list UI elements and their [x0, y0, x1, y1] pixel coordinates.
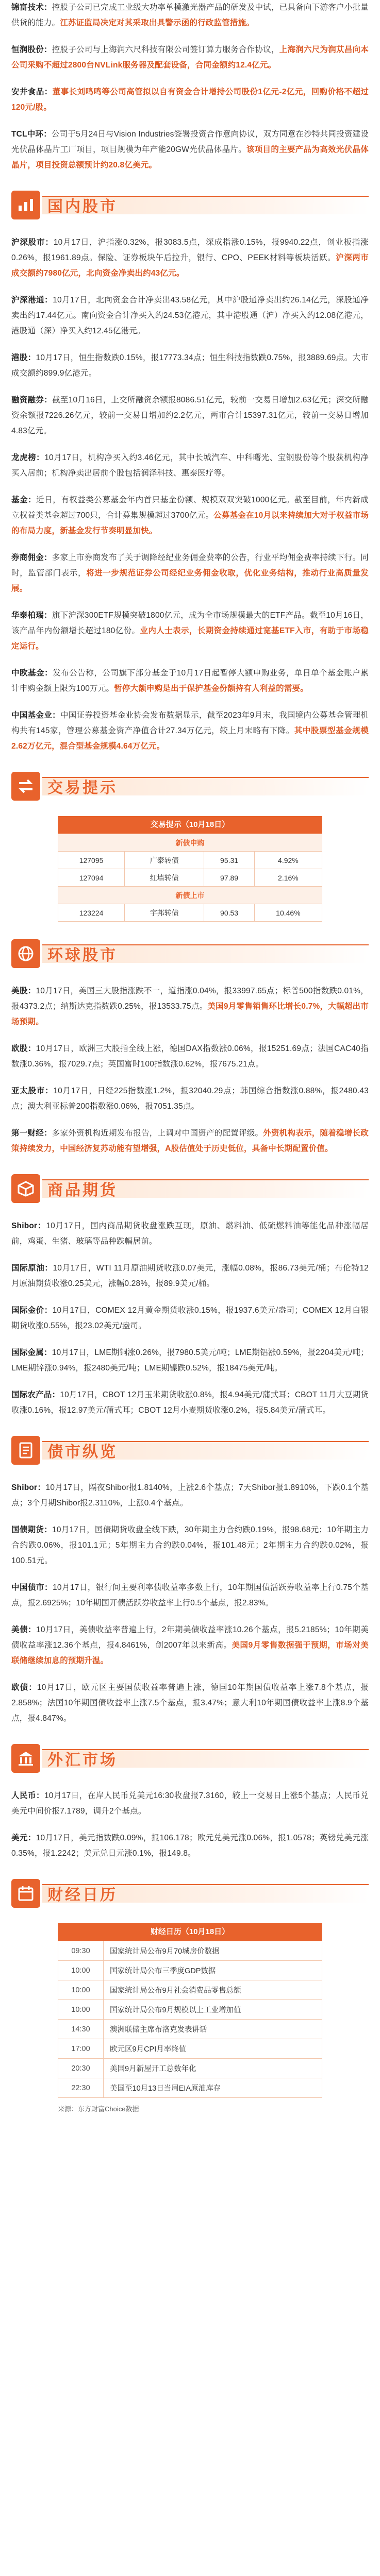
calendar-table-title: 财经日历（10月18日） [58, 1923, 322, 1941]
calendar-table [58, 1941, 322, 2098]
news-paragraph [11, 1041, 369, 1072]
calendar-time: 14:30 [58, 2020, 104, 2039]
section-header-commodity [11, 1172, 369, 1205]
news-lead: 中国债市： [11, 1583, 53, 1592]
news-lead: 国际农产品： [11, 1391, 60, 1399]
news-paragraph [11, 1083, 369, 1114]
news-paragraph [11, 84, 369, 115]
news-lead: 欧股： [11, 1044, 36, 1053]
news-text: 多家上市券商发布了关于调降经纪业务佣金费率的公告，行业平均佣金费率持续下行。同时，监管部门表示， [11, 553, 369, 578]
news-lead: Shibor： [11, 1222, 46, 1230]
table-group-row [58, 834, 322, 852]
table-row [58, 904, 322, 922]
calendar-event: 国家统计局公布9月规模以上工业增加值 [104, 2000, 322, 2020]
news-lead: 华泰柏瑞： [11, 611, 52, 620]
news-highlight: 上海润六尺为润苁昌向本公司采购不超过2800台NVLink服务器及配套设备，合同金额约12.4亿元。 [11, 45, 369, 70]
globe-icon [11, 939, 40, 968]
news-text: 多家外资机构近期发布报告，上调对中国资产的配置评级。 [52, 1129, 263, 1138]
news-lead: 中欧基金： [11, 669, 53, 677]
news-text: 10月17日，国内商品期货收盘涨跌互现，原油、燃料油、低硫燃料油等能化品种涨幅居前，鸡蛋、生猪、玻璃等品种跌幅居前。 [11, 1222, 369, 1246]
news-highlight: 江苏证监局决定对其采取出具警示函的行政监管措施。 [60, 19, 255, 27]
news-paragraph [11, 450, 369, 481]
calendar-icon [11, 1879, 40, 1908]
news-text: 10月17日，恒生指数跌0.15%，报17773.34点；恒生科技指数跌0.75%，报3889.69点。大市成交额约899.9亿港元。 [11, 353, 369, 378]
intro-news [11, 0, 369, 173]
news-paragraph [11, 1345, 369, 1376]
swap-arrows-icon [11, 772, 40, 801]
section-header-forex [11, 1742, 369, 1775]
news-paragraph [11, 708, 369, 754]
calendar-row [58, 2000, 322, 2020]
news-text: 控股子公司与上海润六尺科技有限公司签订算力服务合作协议， [52, 45, 279, 54]
calendar-time: 09:30 [58, 1941, 104, 1961]
news-highlight: 董事长刘鸣鸣等公司高管拟以自有资金合计增持公司股份1亿元-2亿元，回购价格不超过120元/股。 [11, 88, 369, 112]
news-text: 10月17日，LME期铜涨0.26%，报7980.5美元/吨；LME期铝涨0.59%，报2204美元/吨；LME期锌涨0.94%，报2480美元/吨；LME期镍跌0.52%，报18475美元/吨。 [11, 1348, 369, 1372]
table-cell: 广泰转债 [125, 852, 204, 869]
news-paragraph [11, 293, 369, 339]
news-lead: 安井食品： [11, 88, 53, 96]
calendar-row [58, 2039, 322, 2059]
calendar-event: 美国至10月13日当周EIA原油库存 [104, 2078, 322, 2098]
news-text: 10月17日，COMEX 12月黄金期货收涨0.15%，报1937.6美元/盎司；COMEX 12月白银期货收涨0.55%，报23.02美元/盎司。 [11, 1306, 369, 1330]
news-lead: 人民币： [11, 1791, 44, 1800]
table-group-row [58, 887, 322, 904]
news-lead: 券商佣金： [11, 553, 52, 562]
news-highlight: 公募基金在10月以来持续加大对于权益市场的布局力度，新基金发行节奏明显加快。 [11, 511, 369, 535]
box-icon [11, 1174, 40, 1203]
calendar-event: 国家统计局公布9月社会消费品零售总额 [104, 1980, 322, 2000]
news-paragraph [11, 1218, 369, 1249]
news-paragraph [11, 1261, 369, 1292]
news-text: 10月17日，CBOT 12月玉米期货收涨0.8%，报4.94美元/蒲式耳；CBOT 11月大豆期货收涨0.16%，报12.97美元/蒲式耳；CBOT 12月小麦期货收涨0.2%，报5.84美元/蒲式耳。 [11, 1391, 369, 1415]
news-lead: TCL中环： [11, 130, 52, 139]
news-paragraph [11, 1522, 369, 1569]
news-paragraph [11, 550, 369, 597]
section-title: 商品期货 [47, 1182, 118, 1199]
news-paragraph [11, 235, 369, 281]
news-text: 截至10月16日，上交所融资余额报8086.51亿元，较前一交易日增加2.63亿元；深交所融资余额报7226.26亿元，较前一交易日增加约2.2亿元，两市合计15397.31亿元，较前一交易日增加4.83亿元。 [11, 396, 369, 435]
forex-news [11, 1788, 369, 1861]
calendar-time: 10:00 [58, 1980, 104, 2000]
news-highlight: 业内人士表示，长期资金持续通过宽基ETF入市，有助于市场稳定运行。 [11, 626, 369, 651]
news-text: 10月17日，美元指数跌0.09%，报106.178；欧元兑美元涨0.06%，报1.0578；英镑兑美元涨0.35%，报1.2242；美元兑日元涨0.1%，报149.8。 [11, 1834, 369, 1858]
news-text: 10月17日，美债收益率普遍上行，2年期美债收益率涨10.26个基点，报5.2185%；10年期美债收益率涨12.36个基点，报4.8461%，创2007年以来新高。 [11, 1625, 369, 1650]
calendar-row [58, 1961, 322, 1980]
news-lead: 国际金属： [11, 1348, 52, 1357]
news-text: 公司于5月24日与Vision Industries签署投资合作意向协议，双方同意在沙特共同投资建设光伏晶体晶片工厂项目，项目规模为年产能20GW光伏晶体晶片。 [11, 130, 369, 154]
news-lead: 美元： [11, 1834, 36, 1842]
news-paragraph [11, 1387, 369, 1418]
section-title: 交易提示 [47, 779, 118, 796]
commodity-news [11, 1218, 369, 1418]
news-text: 10月17日，欧元区主要国债收益率普遍上涨，德国10年期国债收益率上涨7.8个基点，报2.858%；法国10年期国债收益率上涨7.5个基点，报3.47%；意大利10年期国债收益率上涨8.9个基点，报4.847%。 [11, 1683, 369, 1723]
news-text: 10月17日，在岸人民币兑美元16:30收盘报7.3160，较上一交易日上涨5个基点；人民币兑美元中间价报7.1789，调升2个基点。 [11, 1791, 369, 1816]
news-paragraph [11, 127, 369, 173]
news-highlight: 外资机构表示，随着稳增长政策持续发力，中国经济复苏动能有望增强，A股估值处于历史低位，具备中长期配置价值。 [11, 1129, 369, 1153]
news-text: 10月17日，隔夜Shibor报1.8140%，上涨2.6个基点；7天Shibor报1.8910%，下跌0.1个基点；3个月期Shibor报2.3110%，上涨0.4个基点。 [11, 1483, 369, 1507]
section-header-trading [11, 770, 369, 803]
news-lead: 国际金价： [11, 1306, 53, 1315]
news-text: 旗下沪深300ETF规模突破1800亿元，成为全市场规模最大的ETF产品。截至10月16日，该产品年内份额增长超过180亿份。 [11, 611, 369, 635]
news-paragraph [11, 0, 369, 31]
news-text: 10月17日，国债期货收盘全线下跌，30年期主力合约跌0.19%，报98.68元；10年期主力合约跌0.06%，报101.1元；5年期主力合约跌0.04%，报101.48元；2年期主力合约跌0.02%，报100.51元。 [11, 1526, 369, 1565]
news-text: 中国证券投资基金业协会发布数据显示，截至2023年9月末，我国境内公募基金管理机构共有145家，管理公募基金资产净值合计27.34万亿元，较上月末略有下降。 [11, 711, 369, 735]
table-cell: 红墙转债 [125, 869, 204, 887]
news-highlight: 暂停大额申购是出于保护基金份额持有人利益的需要。 [114, 684, 308, 693]
calendar-event: 澳洲联储主席布洛克发表讲话 [104, 2020, 322, 2039]
news-lead: 欧债： [11, 1683, 37, 1692]
table-cell: 123224 [58, 904, 125, 922]
news-lead: 融资融券： [11, 396, 53, 404]
global-news [11, 984, 369, 1157]
news-text: 10月17日，日经225指数涨1.2%，报32040.29点；韩国综合指数涨0.88%，报2480.43点；澳大利亚标普200指数涨0.06%，报7051.35点。 [11, 1087, 369, 1111]
news-paragraph [11, 350, 369, 381]
news-lead: 第一财经： [11, 1129, 52, 1138]
news-lead: 中国基金业： [11, 711, 60, 720]
news-lead: 美股： [11, 987, 36, 995]
news-highlight: 美国9月零售销售环比增长0.7%，大幅超出市场预期。 [11, 1002, 369, 1026]
news-text: 10月17日，美国三大股指涨跌不一，道指涨0.04%，报33997.65点；标普500指数跌0.01%，报4373.2点；纳斯达克指数跌0.25%，报13533.75点。 [11, 987, 369, 1011]
news-highlight: 该项目的主要产品为高效光伏晶体晶片，项目投资总额预计约20.8亿美元。 [11, 145, 369, 170]
news-text: 发布公告称，公司旗下部分基金于10月17日起暂停大额申购业务，单日单个基金账户累计申购金额上限为100万元。 [11, 669, 369, 693]
bond-news [11, 1480, 369, 1726]
table-cell: 10.46% [254, 904, 322, 922]
news-paragraph [11, 1480, 369, 1511]
calendar-row [58, 2020, 322, 2039]
news-highlight: 美国9月零售数据强于预期，市场对美联储继续加息的预期升温。 [11, 1641, 369, 1665]
news-text: 控股子公司已完成工业级大功率单模激光器产品的研发及中试，已具备向下游客户小批量供货的能力。 [11, 3, 369, 27]
news-lead: 沪深股市： [11, 238, 54, 247]
news-text: 10月17日，北向资金合计净卖出43.58亿元，其中沪股通净卖出约26.14亿元，深股通净卖出约17.44亿元。南向资金合计净买入约24.53亿港元，其中港股通（沪）净买入约12.08亿港元，港股通（深）净买入约12.45亿港元。 [11, 296, 369, 335]
news-lead: 国际原油： [11, 1264, 53, 1273]
source-note: 来源：东方财富Choice数据 [58, 2105, 139, 2113]
news-text: 10月17日，WTI 11月原油期货收涨0.07美元，涨幅0.08%，报86.73美元/桶；布伦特12月原油期货收涨0.25美元，涨幅0.28%，报89.9美元/桶。 [11, 1264, 369, 1288]
news-paragraph [11, 984, 369, 1030]
section-header-global [11, 937, 369, 970]
news-lead: 龙虎榜： [11, 453, 45, 462]
table-cell: 127094 [58, 869, 125, 887]
calendar-row [58, 2059, 322, 2078]
news-highlight: 将进一步规范证券公司经纪业务佣金收取，优化业务结构，推动行业高质量发展。 [11, 569, 369, 593]
news-paragraph [11, 1788, 369, 1819]
table-cell: 2.16% [254, 869, 322, 887]
news-highlight: 其中股票型基金规模2.62万亿元，混合型基金规模4.64万亿元。 [11, 726, 369, 751]
building-icon [11, 1744, 40, 1773]
calendar-time: 10:00 [58, 1961, 104, 1980]
news-paragraph [11, 1831, 369, 1861]
news-text: 10月17日，银行间主要利率债收益率多数上行，10年期国债活跃券收益率上行0.75个基点，报2.6925%；10年期国开债活跃券收益率上行0.5个基点，报2.83%。 [11, 1583, 369, 1607]
table-group-title: 新债上市 [58, 887, 322, 904]
domestic-news [11, 235, 369, 754]
table-row [58, 869, 322, 887]
section-title: 外汇市场 [47, 1752, 118, 1769]
calendar-row [58, 1941, 322, 1961]
news-paragraph [11, 666, 369, 697]
news-paragraph [11, 493, 369, 539]
news-paragraph [11, 1622, 369, 1669]
calendar-row [58, 1980, 322, 2000]
news-lead: Shibor： [11, 1483, 46, 1492]
news-lead: 恒润股份： [11, 45, 52, 54]
news-paragraph [11, 42, 369, 73]
table-cell: 宇邦转债 [125, 904, 204, 922]
calendar-event: 欧元区9月CPI月率终值 [104, 2039, 322, 2059]
calendar-event: 美国9月新屋开工总数年化 [104, 2059, 322, 2078]
news-lead: 基金： [11, 496, 37, 504]
news-lead: 美债： [11, 1625, 36, 1634]
calendar-time: 22:30 [58, 2078, 104, 2098]
table-cell: 127095 [58, 852, 125, 869]
calendar-time: 17:00 [58, 2039, 104, 2059]
calendar-event: 国家统计局公布9月70城房价数据 [104, 1941, 322, 1961]
news-lead: 锦富技术： [11, 3, 52, 12]
trading-table [58, 834, 322, 922]
calendar-row [58, 2078, 322, 2098]
section-title: 债市纵览 [47, 1444, 118, 1461]
table-cell: 90.53 [204, 904, 255, 922]
news-paragraph [11, 393, 369, 439]
news-lead: 国债期货： [11, 1526, 53, 1534]
news-text: 近日，有权益类公募基金年内首只基金份额、规模双双突破1000亿元。截至目前，年内新成立权益类基金超过700只，合计募集规模超过3700亿元。 [11, 496, 369, 520]
calendar-time: 10:00 [58, 2000, 104, 2020]
chart-icon [11, 191, 40, 219]
section-title: 环球股市 [47, 947, 118, 964]
section-header-calendar [11, 1877, 369, 1910]
calendar-time: 20:30 [58, 2059, 104, 2078]
news-text: 10月17日，机构净买入约3.46亿元，其中长城汽车、中科曙光、宝钢股份等个股获机构净买入居前；机构净卖出居前个股包括润泽科技、惠泰医疗等。 [11, 453, 369, 478]
news-lead: 亚太股市： [11, 1087, 54, 1095]
news-highlight: 沪深两市成交额约7980亿元，北向资金净卖出约43亿元。 [11, 253, 369, 278]
news-paragraph [11, 1580, 369, 1611]
section-header-domestic [11, 189, 369, 222]
news-paragraph [11, 1303, 369, 1334]
news-paragraph [11, 1126, 369, 1157]
news-paragraph [11, 1680, 369, 1726]
news-text: 10月17日，欧洲三大股指全线上涨，德国DAX指数涨0.06%，报15251.69点；法国CAC40指数涨0.36%，报7029.7点；英国富时100指数涨0.62%，报7675.21点。 [11, 1044, 369, 1069]
table-group-title: 新债申购 [58, 834, 322, 852]
calendar-event: 国家统计局公布三季度GDP数据 [104, 1961, 322, 1980]
trading-table-title: 交易提示（10月18日） [58, 816, 322, 834]
table-cell: 4.92% [254, 852, 322, 869]
news-text: 10月17日，沪指涨0.32%，报3083.5点，深成指涨0.15%，报9940.22点，创业板指涨0.26%，报1961.89点。保险、证券板块午后拉升，银行、CPO、PEEK材料等板块活跃。 [11, 238, 369, 262]
section-title: 国内股市 [47, 198, 118, 215]
news-lead: 港股： [11, 353, 36, 362]
news-lead: 沪深港通： [11, 296, 53, 304]
table-row [58, 852, 322, 869]
document-icon [11, 1436, 40, 1465]
news-paragraph [11, 608, 369, 654]
trading-table-wrapper [11, 816, 369, 922]
table-cell: 97.89 [204, 869, 255, 887]
section-header-bond [11, 1434, 369, 1467]
calendar-table-wrapper [11, 1923, 369, 2115]
section-title: 财经日历 [47, 1887, 118, 1904]
table-cell: 95.31 [204, 852, 255, 869]
